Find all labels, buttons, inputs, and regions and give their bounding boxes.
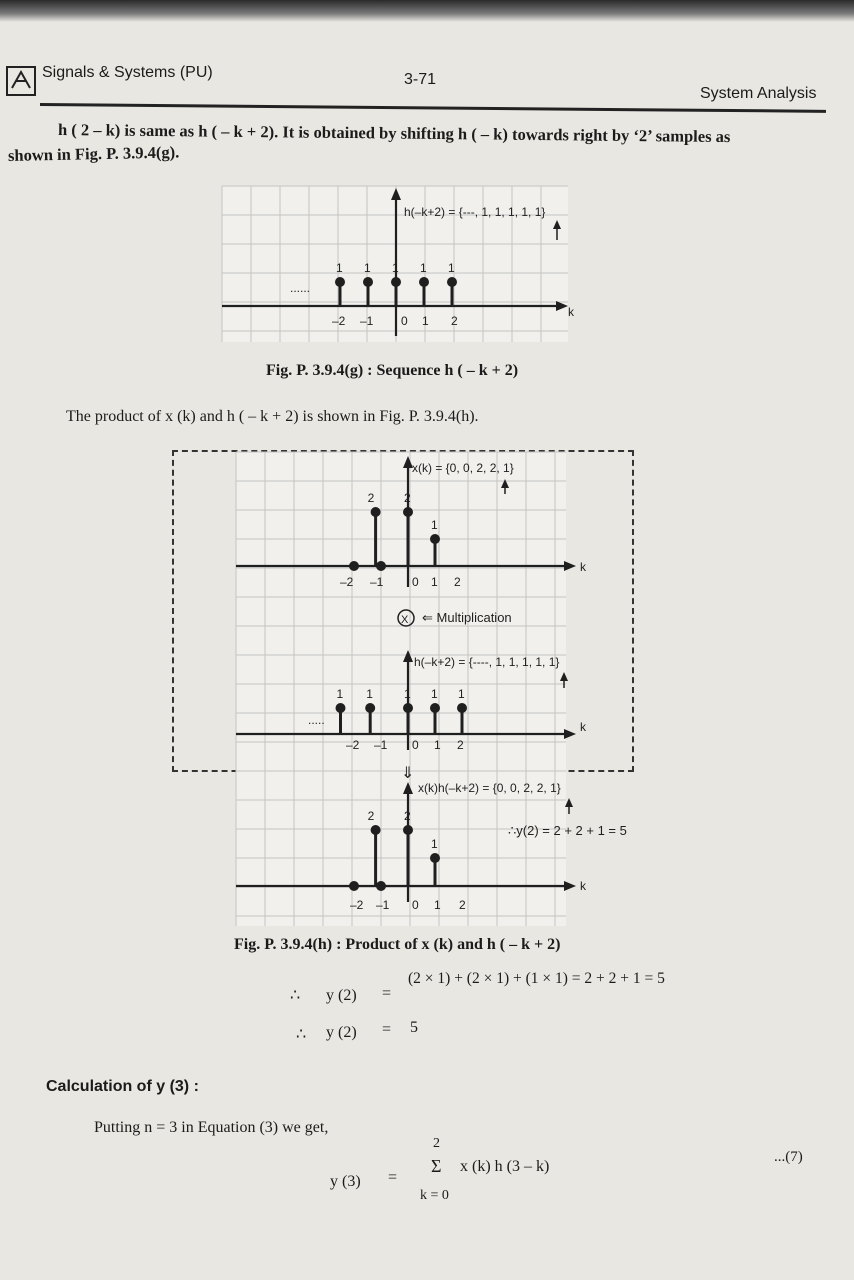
figure-h-stem-plots bbox=[236, 452, 627, 926]
product-zero-stem-dot bbox=[376, 881, 386, 891]
x-stem-dot bbox=[371, 507, 381, 517]
fig-g-stem-dot bbox=[419, 277, 429, 287]
eq3-lower-limit: k = 0 bbox=[420, 1188, 449, 1203]
x-zero-stem-dot bbox=[376, 561, 386, 571]
product-label: x(k)h(–k+2) = {0, 0, 2, 2, 1} bbox=[418, 781, 561, 795]
product-tick--1: –1 bbox=[376, 898, 390, 912]
h-value-label: 1 bbox=[366, 687, 373, 701]
x-value-label: 1 bbox=[431, 518, 438, 532]
h-axis-k: k bbox=[580, 720, 586, 734]
eq3-equals: = bbox=[388, 1169, 398, 1186]
fig-g-tick-2: 2 bbox=[451, 314, 458, 328]
product-stem-dot bbox=[371, 825, 381, 835]
x-tick--1: –1 bbox=[370, 575, 384, 589]
fig-h-caption: Fig. P. 3.9.4(h) : Product of x (k) and h ( – k + 2) bbox=[234, 936, 561, 953]
h-dots: ..... bbox=[308, 713, 325, 727]
x-axis-k: k bbox=[580, 560, 586, 574]
product-value-label: 2 bbox=[367, 809, 375, 823]
fig-g-stem-dot bbox=[447, 277, 457, 287]
x-stem-dot bbox=[430, 534, 440, 544]
eq3-sigma: Σ bbox=[431, 1156, 442, 1176]
fig-g-value-label: 1 bbox=[448, 261, 455, 275]
eq3-term: x (k) h (3 – k) bbox=[460, 1158, 550, 1175]
fig-g-tick-0: 0 bbox=[401, 314, 408, 328]
eq3-upper-limit: 2 bbox=[433, 1136, 440, 1151]
fig-g-tick-1: 1 bbox=[422, 314, 429, 328]
product-value-label: 1 bbox=[431, 837, 438, 851]
h-value-label: 1 bbox=[336, 687, 344, 701]
product-tick-2: 2 bbox=[459, 898, 466, 912]
x-tick--2: –2 bbox=[340, 575, 354, 589]
fig-g-stem-dot bbox=[335, 277, 345, 287]
fig-g-axis-k: k bbox=[568, 305, 574, 319]
fig-g-dots: ...... bbox=[290, 281, 311, 295]
h-label: h(–k+2) = {----, 1, 1, 1, 1, 1} bbox=[414, 655, 560, 669]
header-rule bbox=[40, 103, 826, 113]
down-arrow-icon: ⇓ bbox=[401, 765, 415, 782]
product-zero-stem-dot bbox=[349, 881, 359, 891]
x-tick-2: 2 bbox=[454, 575, 461, 589]
h-stem-dot bbox=[457, 703, 467, 713]
product-stem-dot bbox=[403, 825, 413, 835]
h-stem-dot bbox=[365, 703, 375, 713]
x-zero-stem-dot bbox=[349, 561, 359, 571]
fig-g-caption: Fig. P. 3.9.4(g) : Sequence h ( – k + 2) bbox=[266, 362, 519, 379]
product-value-label: 2 bbox=[404, 809, 411, 823]
h-tick--1: –1 bbox=[374, 738, 388, 752]
h-stem-dot bbox=[336, 703, 346, 713]
section-title: System Analysis bbox=[700, 85, 817, 102]
x-tick-0: 0 bbox=[412, 575, 419, 589]
product-tick-0: 0 bbox=[412, 898, 419, 912]
x-stem-dot bbox=[403, 507, 413, 517]
eq1-lhs: y (2) bbox=[326, 987, 357, 1004]
figure-g-stem-plot bbox=[222, 186, 574, 342]
h-tick-2: 2 bbox=[457, 738, 464, 752]
h-tick-1: 1 bbox=[434, 738, 441, 752]
h-stem-dot bbox=[403, 703, 413, 713]
product-stem-dot bbox=[430, 853, 440, 863]
calc-heading: Calculation of y (3) : bbox=[46, 1078, 199, 1095]
eq2-equals: = bbox=[382, 1021, 392, 1038]
h-tick-0: 0 bbox=[412, 738, 419, 752]
fig-g-tick--1: –1 bbox=[360, 314, 374, 328]
x-value-label: 2 bbox=[367, 491, 375, 505]
intro-line-1: h ( 2 – k) is same as h ( – k + 2). It is obtained by shifting h ( – k) towards right by ‘2’ samples as bbox=[57, 120, 731, 147]
product-result: ∴y(2) = 2 + 2 + 1 = 5 bbox=[508, 823, 627, 838]
book-title: Signals & Systems (PU) bbox=[42, 64, 213, 81]
eq3-lhs: y (3) bbox=[330, 1173, 361, 1190]
fig-g-stem-dot bbox=[363, 277, 373, 287]
fig-g-value-label: 1 bbox=[392, 261, 399, 275]
product-axis-k: k bbox=[580, 879, 586, 893]
photo-top-shadow bbox=[0, 0, 854, 22]
intro-line-2: shown in Fig. P. 3.9.4(g). bbox=[7, 142, 180, 165]
fig-g-value-label: 1 bbox=[364, 261, 371, 275]
h-value-label: 1 bbox=[404, 687, 411, 701]
eq1-equals: = bbox=[382, 985, 392, 1002]
product-tick-1: 1 bbox=[434, 898, 441, 912]
fig-g-value-label: 1 bbox=[420, 261, 427, 275]
multiplication-text: ⇐ Multiplication bbox=[422, 610, 512, 625]
h-value-label: 1 bbox=[458, 687, 465, 701]
putting-text: Putting n = 3 in Equation (3) we get, bbox=[94, 1119, 329, 1136]
x-value-label: 2 bbox=[404, 491, 411, 505]
product-tick--2: –2 bbox=[350, 898, 364, 912]
fig-g-value-label: 1 bbox=[336, 261, 343, 275]
eq3-number: ...(7) bbox=[774, 1149, 803, 1165]
h-stem-dot bbox=[430, 703, 440, 713]
fig-g-label: h(–k+2) = {---, 1, 1, 1, 1, 1} bbox=[404, 205, 546, 219]
eq2-rhs: 5 bbox=[410, 1019, 418, 1036]
publisher-logo-icon bbox=[6, 66, 36, 96]
fig-g-stem-dot bbox=[391, 277, 401, 287]
x-label: x(k) = {0, 0, 2, 2, 1} bbox=[412, 461, 514, 475]
eq1-rhs: (2 × 1) + (2 × 1) + (1 × 1) = 2 + 2 + 1 = 5 bbox=[408, 970, 665, 987]
multiplication-symbol: X bbox=[401, 614, 409, 626]
eq2-lhs: y (2) bbox=[326, 1024, 357, 1041]
product-intro: The product of x (k) and h ( – k + 2) is shown in Fig. P. 3.9.4(h). bbox=[66, 408, 479, 425]
h-value-label: 1 bbox=[431, 687, 438, 701]
fig-g-tick--2: –2 bbox=[332, 314, 346, 328]
eq1-therefore: ∴ bbox=[290, 987, 301, 1004]
page-number: 3-71 bbox=[404, 71, 437, 88]
x-tick-1: 1 bbox=[431, 575, 438, 589]
eq2-therefore: ∴ bbox=[296, 1026, 307, 1043]
h-tick--2: –2 bbox=[346, 738, 360, 752]
